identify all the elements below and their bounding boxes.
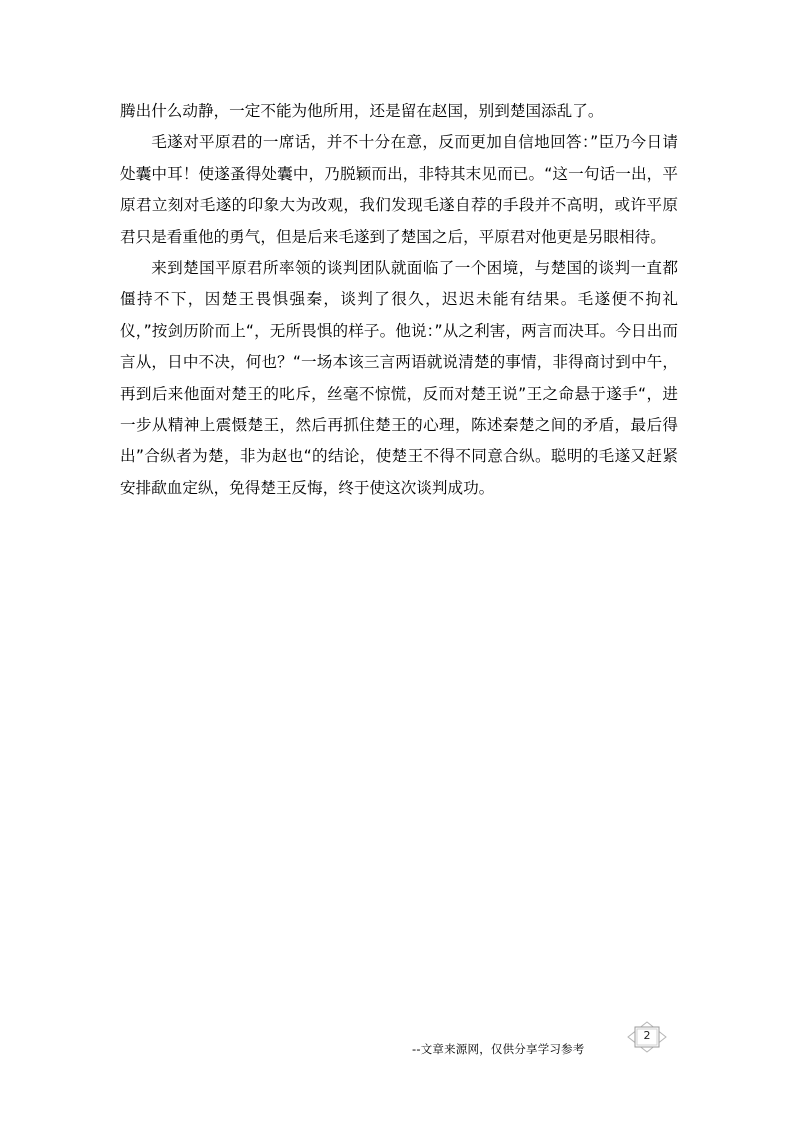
footer-source-text: --文章来源网，仅供分享学习参考: [412, 1042, 585, 1056]
paragraph-1: 腾出什么动静，一定不能为他所用，还是留在赵国，别到楚国添乱了。: [120, 102, 604, 120]
document-body: [120, 96, 678, 504]
paragraph-2: 毛遂对平原君的一席话，并不十分在意，反而更加自信地回答：”臣乃今日请处囊中耳！使遂蚤得处囊中，乃脱颖而出，非特其末见而已。“这一句话一出，平原君立刻对毛遂的印象大为改观，我们发现毛遂自荐的手段并不高明，或许平原君只是看重他的勇气，但是后来毛遂到了楚国之后，平原君对他更是另眼相待。: [120, 133, 678, 246]
paragraph-3: 来到楚国平原君所率领的谈判团队就面临了一个困境，与楚国的谈判一直都僵持不下，因楚王畏惧强秦，谈判了很久，迟迟未能有结果。毛遂便不拘礼仪，”按剑历阶而上“，无所畏惧的样子。他说：”从之利害，两言而决耳。今日出而言从，日中不决，何也？“一场本该三言两语就说清楚的事情，非得商讨到中午，再到后来他面对楚王的叱斥，丝毫不惊慌，反而对楚王说”王之命悬于遂手“，进一步从精神上震慑楚王，然后再抓住楚王的心理，陈述秦楚之间的矛盾，最后得出”合纵者为楚，非为赵也“的结论，使楚王不得不同意合纵。聪明的毛遂又赶紧安排歃血定纵，免得楚王反悔，终于使这次谈判成功。: [120, 259, 678, 497]
page-number: 2: [643, 1029, 651, 1042]
page-number-badge: [627, 1021, 667, 1053]
